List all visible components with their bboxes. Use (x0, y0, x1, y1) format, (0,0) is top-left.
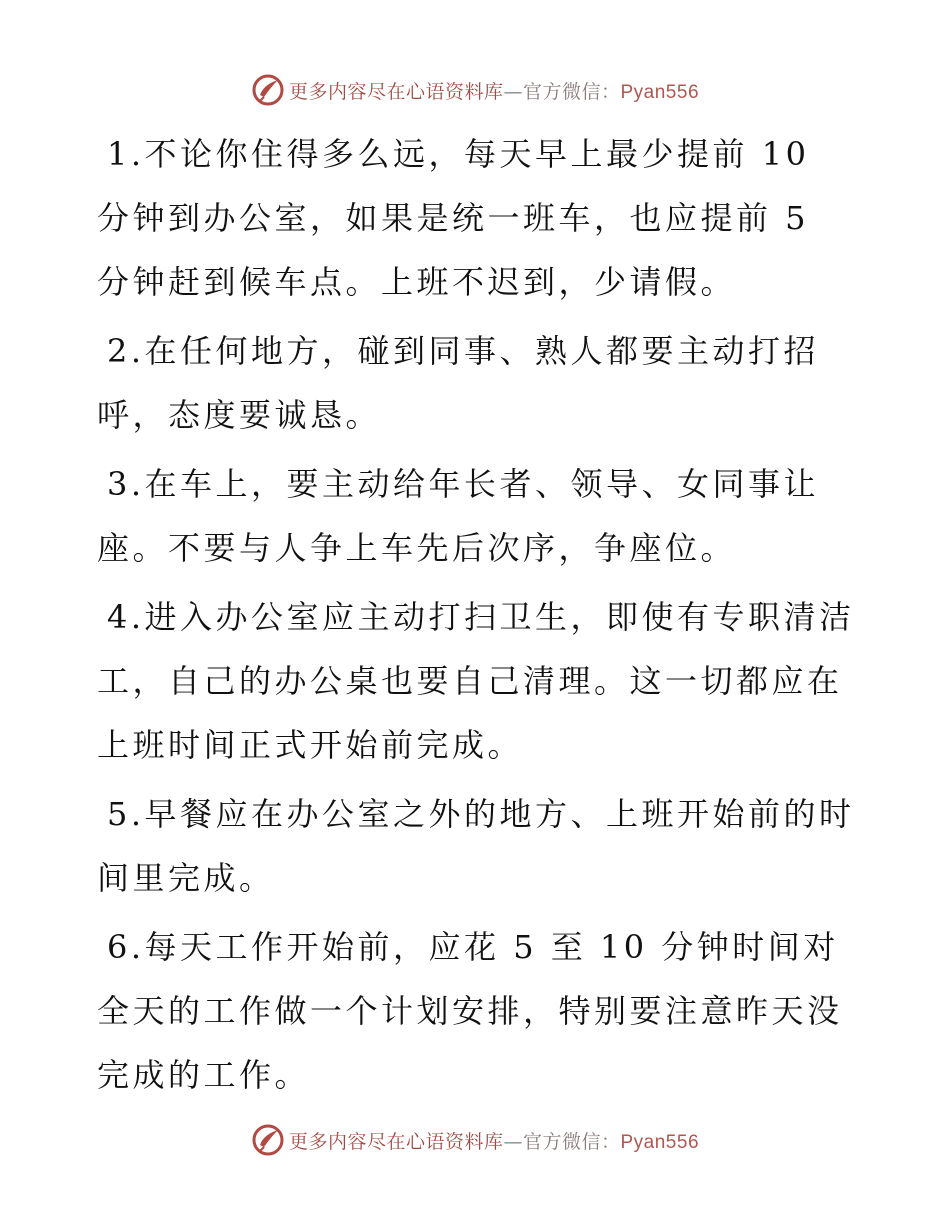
document-body (97, 122, 857, 1112)
banner-text (289, 77, 699, 104)
banner-dash: — (503, 80, 523, 103)
rule-item-4: 4.进入办公室应主动打扫卫生，即使有专职清洁工，自己的办公桌也要自己清理。这一切都应在上班时间正式开始前完成。 (97, 598, 855, 764)
rule-item-6: 6.每天工作开始前，应花 5 至 10 分钟时间对全天的工作做一个计划安排，特别要注意昨天没完成的工作。 (97, 928, 843, 1094)
banner-wechat-label: 官方微信： (522, 80, 621, 103)
rule-item-5: 5.早餐应在办公室之外的地方、上班开始前的时间里完成。 (97, 795, 855, 897)
banner-main-text: 更多内容尽在心语资料库 (288, 1130, 504, 1153)
banner-text (289, 1127, 699, 1154)
banner-main-text: 更多内容尽在心语资料库 (288, 80, 504, 103)
rule-item-2: 2.在任何地方，碰到同事、熟人都要主动打招呼，态度要诚恳。 (97, 332, 820, 434)
banner-wechat-label: 官方微信： (522, 1130, 621, 1153)
footer-banner (0, 1120, 950, 1160)
brand-logo-icon (251, 1123, 285, 1157)
brand-logo-icon (251, 73, 285, 107)
banner-dash: — (503, 1130, 523, 1153)
rule-item-1: 1.不论你住得多么远，每天早上最少提前 10 分钟到办公室，如果是统一班车，也应提前 5 分钟赶到候车点。上班不迟到，少请假。 (97, 135, 810, 301)
banner-wechat-id: Pyan556 (620, 1131, 700, 1153)
header-banner (0, 70, 950, 110)
rule-item-3: 3.在车上，要主动给年长者、领导、女同事让座。不要与人争上车先后次序，争座位。 (97, 465, 820, 567)
banner-wechat-id: Pyan556 (620, 81, 700, 103)
